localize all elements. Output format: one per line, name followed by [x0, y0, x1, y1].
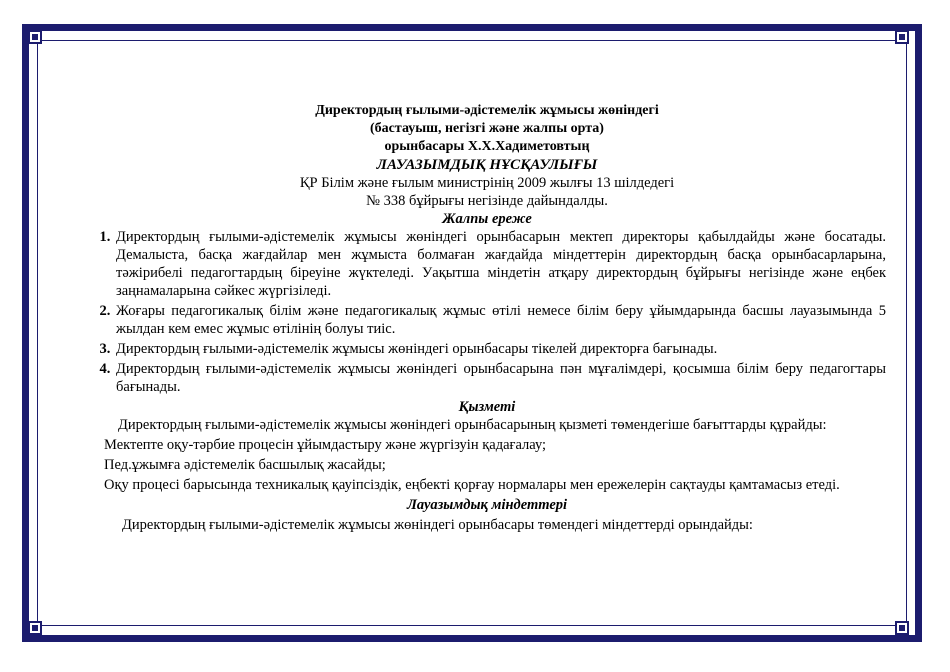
section-heading-duties: Лауазымдық міндеттері [406, 497, 568, 513]
list-item: 3. Директордың ғылыми-әдістемелік жұмысы жөніндегі орынбасары тікелей директорға бағынады. [114, 340, 886, 358]
list-item: 4. Директордың ғылыми-әдістемелік жұмысы жөніндегі орынбасарына пән мұғалімдері, қосымша білім беру педагогтары бағынады. [114, 360, 886, 396]
basis-line-1: ҚР Білім және ғылым министрінің 2009 жылғы 13 шілдедегі [299, 175, 675, 191]
title-line-1: Директордың ғылыми-әдістемелік жұмысы жөніндегі [315, 103, 659, 118]
section-heading-general: Жалпы ереже [442, 211, 532, 227]
corner-dot-top-left [32, 34, 38, 40]
general-rules-list [88, 228, 886, 396]
list-item: 2. Жоғары педагогикалық білім және педагогикалық жұмыс өтілі немесе білім беру ұйымдарында басшы лауазымында 5 жылдан кем емес жұмыс өтілінің болуы тиіс. [114, 302, 886, 338]
corner-dot-bottom-right [899, 625, 905, 631]
title-line-2: (бастауыш, негізгі және жалпы орта) [370, 121, 604, 136]
section-heading-function: Қызметі [458, 399, 516, 415]
list-item: Оқу процесі барысында техникалық қауіпсіздік, еңбекті қорғау нормалары мен ережелерін сақтауды қамтамасыз етеді. [104, 477, 840, 493]
title-line-3: орынбасары Х.Х.Хадиметовтың [384, 139, 590, 154]
document-body [88, 102, 886, 534]
list-item: 1. Директордың ғылыми-әдістемелік жұмысы жөніндегі орынбасарын мектеп директоры қабылдайды және босатады. Демалыста, басқа жағдайлар мен жұмыста болмаған жағдайда міндеттерін директордың басқа орынбасарларына, тәжірибелі педагогтардың біреуіне жүктеледі. Уақытша міндетін атқару директордың бұйрығы негізінде және еңбек заңнамаларына сәйкес жүргізіледі. [114, 228, 886, 300]
duties-intro: Директордың ғылыми-әдістемелік жұмысы жөніндегі орынбасары төмендегі міндеттерді орындайды: [122, 517, 753, 533]
function-intro: Директордың ғылыми-әдістемелік жұмысы жөніндегі орынбасарының қызметі төмендегіше бағыттарды құрайды: [118, 417, 827, 433]
corner-dot-bottom-left [32, 625, 38, 631]
list-item: Пед.ұжымға әдістемелік басшылық жасайды; [104, 457, 386, 473]
basis-line-2: № 338 бұйрығы негізінде дайындалды. [366, 193, 608, 209]
list-item: Мектепте оқу-тәрбие процесін ұйымдастыру және жүргізуін қадағалау; [104, 437, 547, 453]
corner-dot-top-right [899, 34, 905, 40]
document-title: ЛАУАЗЫМДЫҚ НҰСҚАУЛЫҒЫ [376, 157, 598, 173]
